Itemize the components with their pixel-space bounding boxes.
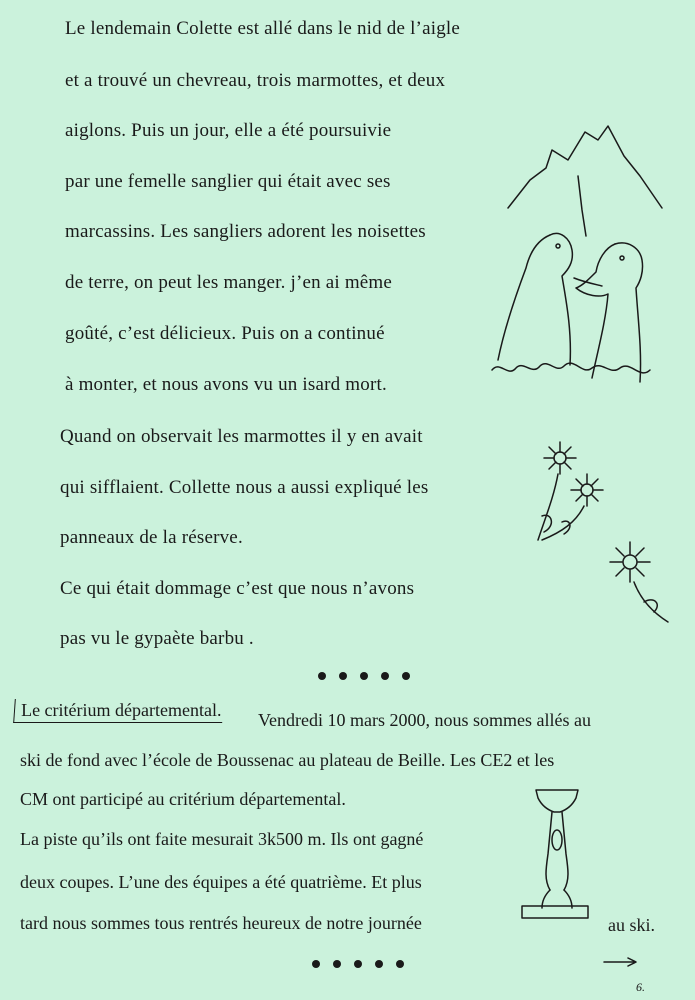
flowers-drawing xyxy=(532,436,612,546)
story-line-5: marcassins. Les sangliers adorent les noisettes xyxy=(65,221,426,242)
separator-dots-bottom xyxy=(312,960,404,968)
criterium-last-words: au ski. xyxy=(608,915,655,935)
story-line-7: goûté, c’est délicieux. Puis on a continué xyxy=(65,323,385,344)
separator-dot xyxy=(318,672,326,680)
story-line-4: par une femelle sanglier qui était avec ses xyxy=(65,171,391,192)
story-line-3: aiglons. Puis un jour, elle a été poursuivie xyxy=(65,120,392,141)
story-line-11: panneaux de la réserve. xyxy=(60,527,243,548)
next-page-arrow-icon xyxy=(602,956,642,968)
page-number: 6. xyxy=(636,980,645,994)
separator-dot xyxy=(360,672,368,680)
separator-dot xyxy=(312,960,320,968)
story-line-1: Le lendemain Colette est allé dans le nid de l’aigle xyxy=(65,18,461,39)
criterium-heading xyxy=(13,699,224,723)
marmots-mountain-drawing xyxy=(490,120,670,395)
criterium-line-4: La piste qu’ils ont faite mesurait 3k500 m. Ils ont gagné xyxy=(20,829,424,849)
story-line-2: et a trouvé un chevreau, trois marmottes, et deux xyxy=(65,70,446,91)
separator-dot xyxy=(354,960,362,968)
flower-drawing xyxy=(598,532,678,627)
separator-dots-top xyxy=(318,672,410,680)
separator-dot xyxy=(375,960,383,968)
criterium-line-3: CM ont participé au critérium départemental. xyxy=(20,789,346,809)
story-line-13: pas vu le gypaète barbu . xyxy=(60,628,254,649)
separator-dot xyxy=(339,672,347,680)
separator-dot xyxy=(396,960,404,968)
criterium-line-6: tard nous sommes tous rentrés heureux de notre journée xyxy=(20,913,422,933)
trophy-cup-drawing xyxy=(516,784,596,924)
story-line-9: Quand on observait les marmottes il y en avait xyxy=(60,426,423,447)
separator-dot xyxy=(402,672,410,680)
criterium-line-5: deux coupes. L’une des équipes a été quatrième. Et plus xyxy=(20,872,422,892)
criterium-first-line: Vendredi 10 mars 2000, nous sommes allés au xyxy=(258,710,591,730)
criterium-heading-text: Le critérium départemental. xyxy=(21,700,222,720)
story-line-12: Ce qui était dommage c’est que nous n’avons xyxy=(60,578,415,599)
separator-dot xyxy=(333,960,341,968)
story-line-6: de terre, on peut les manger. j’en ai même xyxy=(65,272,393,293)
criterium-line-2: ski de fond avec l’école de Boussenac au plateau de Beille. Les CE2 et les xyxy=(20,750,555,770)
story-line-10: qui sifflaient. Collette nous a aussi expliqué les xyxy=(60,477,429,498)
story-line-8: à monter, et nous avons vu un isard mort. xyxy=(65,374,387,395)
separator-dot xyxy=(381,672,389,680)
